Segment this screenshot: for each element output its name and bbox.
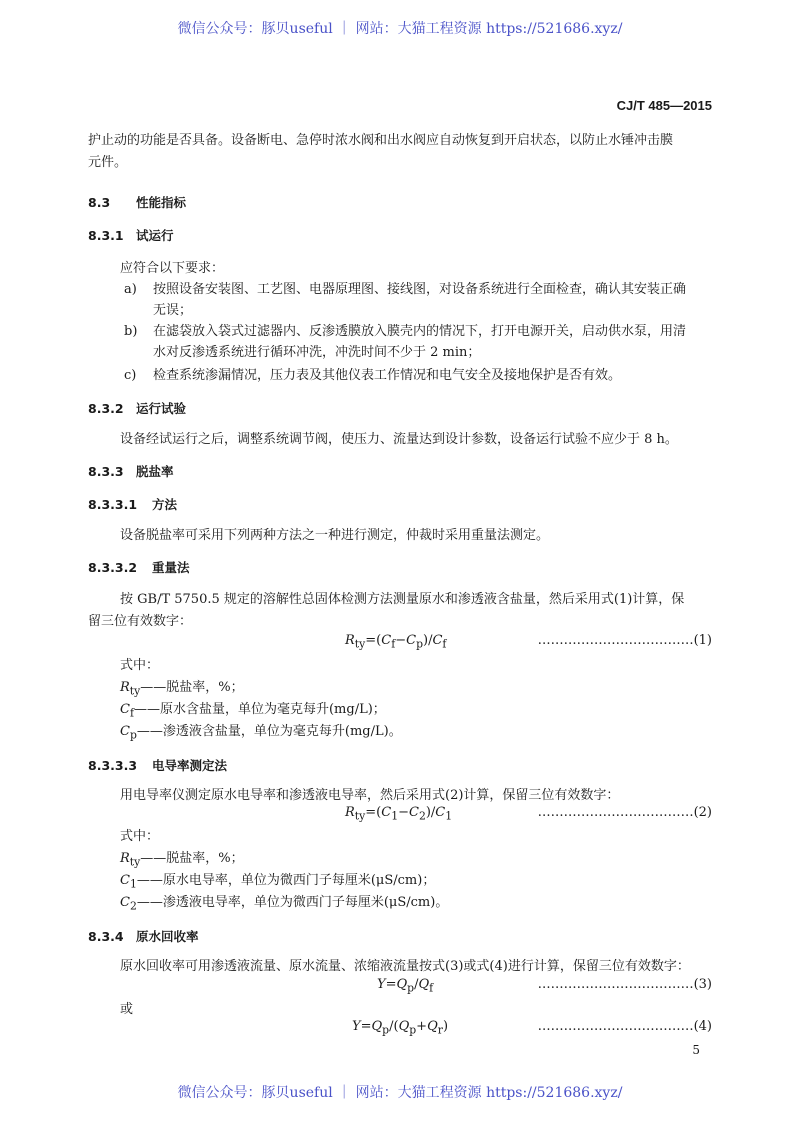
- section-title: 性能指标: [136, 195, 187, 210]
- section-8-3-2-heading: [88, 399, 186, 417]
- formula-2: $R_{ty}=(C_1-C_2)/C_1$: [345, 805, 453, 823]
- item-c-label: c): [124, 368, 137, 383]
- def-cp: $C_p——$渗透液含盐量，单位为毫克每升(mg/L)。: [120, 724, 402, 742]
- where-label-1: 式中：: [120, 658, 160, 673]
- section-number: 8.3.3.3: [88, 758, 138, 773]
- section-title: 原水回收率: [136, 929, 199, 944]
- item-a-line-2: 无误；: [153, 303, 193, 318]
- conductivity-text: 用电导率仪测定原水电导率和渗透液电导率，然后采用式(2)计算，保留三位有效数字：: [120, 788, 620, 803]
- section-8-3-3-3-heading: [88, 756, 227, 774]
- method-text: 设备脱盐率可采用下列两种方法之一种进行测定，仲裁时采用重量法测定。: [120, 528, 550, 543]
- section-8-3-heading: [88, 193, 186, 211]
- intro-line-2: 元件。: [88, 155, 128, 170]
- item-a-label: a): [124, 282, 137, 297]
- section-number: 8.3.1: [88, 228, 124, 243]
- section-title: 运行试验: [136, 401, 187, 416]
- section-number: 8.3.3: [88, 464, 124, 479]
- section-number: 8.3: [88, 195, 111, 210]
- section-number: 8.3.3.1: [88, 497, 138, 512]
- def-rty-2: $R_{ty}——$脱盐率，%；: [120, 851, 244, 869]
- equation-number-3: ………………………………(3): [537, 977, 712, 992]
- section-number: 8.3.3.2: [88, 560, 138, 575]
- item-b-label: b): [124, 324, 138, 339]
- formula-4: $Y=Q_p/(Q_p+Q_r)$: [352, 1019, 449, 1037]
- def-c1: $C_1——$原水电导率，单位为微西门子每厘米(μS/cm)；: [120, 873, 436, 891]
- section-8-3-4-heading: [88, 927, 199, 945]
- operation-test-text: 设备经试运行之后，调整系统调节阀，使压力、流量达到设计参数，设备运行试验不应少于 8 h。: [120, 432, 678, 447]
- item-b-line-1: 在滤袋放入袋式过滤器内、反渗透膜放入膜壳内的情况下，打开电源开关，启动供水泵，用清: [153, 324, 687, 339]
- requirements-lead: 应符合以下要求：: [120, 261, 225, 276]
- def-rty-1: $R_{ty}——$脱盐率，%；: [120, 680, 244, 698]
- formula-1: $R_{ty}=(C_f-C_p)/C_f$: [345, 633, 447, 651]
- section-8-3-3-heading: [88, 462, 174, 480]
- section-title: 方法: [152, 497, 178, 512]
- def-cf: $C_f——$原水含盐量，单位为毫克每升(mg/L)；: [120, 702, 386, 720]
- section-title: 试运行: [136, 228, 174, 243]
- def-c2: $C_2——$渗透液电导率，单位为微西门子每厘米(μS/cm)。: [120, 895, 449, 913]
- section-title: 电导率测定法: [152, 758, 228, 773]
- section-8-3-3-1-heading: [88, 495, 177, 513]
- intro-line-1: 护止动的功能是否具备。设备断电、急停时浓水阀和出水阀应自动恢复到开启状态，以防止水锤冲击膜: [88, 133, 674, 148]
- watermark-top: 微信公众号：豚贝useful ｜ 网站：大猫工程资源 https://521686.xyz/: [177, 21, 623, 37]
- item-b-line-2: 水对反渗透系统进行循环冲洗，冲洗时间不少于 2 min；: [153, 345, 481, 360]
- section-title: 脱盐率: [136, 464, 174, 479]
- section-number: 8.3.4: [88, 929, 124, 944]
- section-8-3-3-2-heading: [88, 558, 190, 576]
- page-number: 5: [692, 1043, 700, 1057]
- standard-code: CJ/T 485—2015: [616, 98, 712, 113]
- gravimetric-line-1: 按 GB/T 5750.5 规定的溶解性总固体检测方法测量原水和渗透液含盐量，然后采用式(1)计算，保: [120, 592, 685, 607]
- equation-number-1: ………………………………(1): [537, 633, 712, 648]
- formula-3: $Y=Q_p/Q_f$: [377, 977, 434, 995]
- where-label-2: 式中：: [120, 829, 160, 844]
- gravimetric-line-2: 留三位有效数字：: [88, 614, 193, 629]
- equation-number-2: ………………………………(2): [537, 805, 712, 820]
- section-number: 8.3.2: [88, 401, 124, 416]
- recovery-text: 原水回收率可用渗透液流量、原水流量、浓缩液流量按式(3)或式(4)进行计算，保留三位有效数字：: [120, 959, 690, 974]
- item-a-line-1: 按照设备安装图、工艺图、电器原理图、接线图，对设备系统进行全面检查，确认其安装正确: [153, 282, 687, 297]
- section-title: 重量法: [152, 560, 190, 575]
- section-8-3-1-heading: [88, 226, 174, 244]
- watermark-bottom: 微信公众号：豚贝useful ｜ 网站：大猫工程资源 https://521686.xyz/: [177, 1085, 623, 1101]
- item-c-line-1: 检查系统渗漏情况，压力表及其他仪表工作情况和电气安全及接地保护是否有效。: [153, 368, 622, 383]
- equation-number-4: ………………………………(4): [537, 1019, 712, 1034]
- or-text: 或: [120, 1002, 134, 1017]
